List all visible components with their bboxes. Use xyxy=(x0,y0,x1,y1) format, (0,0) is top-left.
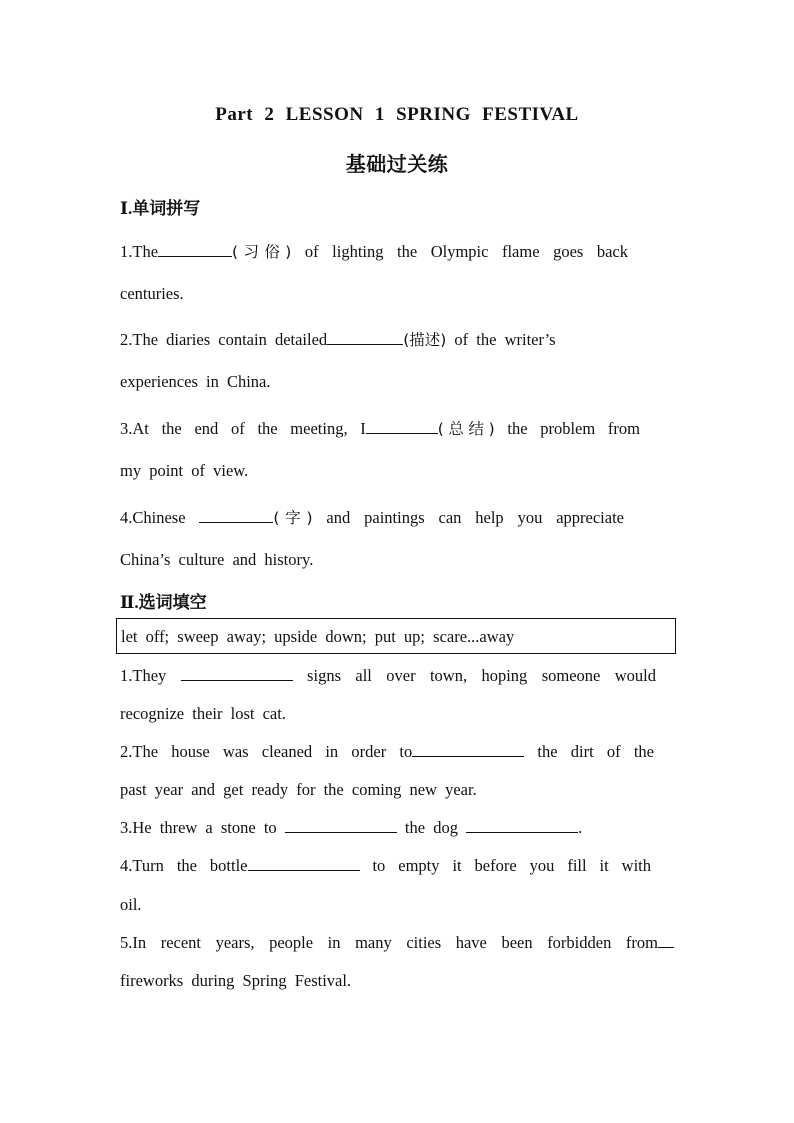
s2-question-5: 5.In recent years, people in many cities have been forbidden from xyxy=(120,933,674,953)
s1-question-2: 2.The diaries contain detailed (描述) of the writer’s xyxy=(120,330,556,349)
s1-question-4: 4.Chinese (字) and paintings can help you appreciate xyxy=(120,508,624,527)
page-title: Part 2 LESSON 1 SPRING FESTIVAL xyxy=(215,104,579,125)
answer-blank[interactable] xyxy=(248,856,360,871)
answer-blank[interactable] xyxy=(285,818,397,833)
s1-question-1-cont: centuries. xyxy=(120,284,184,303)
word-bank-text: let off; sweep away; upside down; put up; scare...away xyxy=(121,627,515,646)
answer-blank[interactable] xyxy=(181,666,293,681)
answer-blank[interactable] xyxy=(327,330,403,345)
s2-question-5-cont: fireworks during Spring Festival. xyxy=(120,971,352,990)
word-bank-box xyxy=(116,618,676,654)
section1-heading: Ⅰ.单词拼写 xyxy=(120,199,201,218)
s1-question-3: 3.At the end of the meeting, I (总结) the problem from xyxy=(120,419,641,438)
s1-question-2-cont: experiences in China. xyxy=(120,372,271,391)
answer-blank[interactable] xyxy=(158,242,232,257)
s1-question-1: 1.The (习俗) of lighting the Olympic flame goes back xyxy=(120,242,628,261)
s1-question-4-cont: China’s culture and history. xyxy=(120,550,314,569)
answer-blank[interactable] xyxy=(199,508,273,523)
answer-blank[interactable] xyxy=(658,933,674,948)
s2-question-4: 4.Turn the bottle to empty it before you fill it with xyxy=(120,856,651,875)
s2-question-3: 3.He threw a stone to the dog . xyxy=(120,818,583,837)
s2-question-4-cont: oil. xyxy=(120,895,142,914)
answer-blank[interactable] xyxy=(366,419,438,434)
page-subtitle: 基础过关练 xyxy=(345,152,449,176)
s1-question-3-cont: my point of view. xyxy=(120,461,249,480)
answer-blank[interactable] xyxy=(466,818,578,833)
s2-question-2-cont: past year and get ready for the coming new year. xyxy=(120,780,477,799)
s2-question-1-cont: recognize their lost cat. xyxy=(120,704,286,723)
s2-question-1: 1.They signs all over town, hoping someone would xyxy=(120,666,656,685)
section2-heading: Ⅱ.选词填空 xyxy=(120,593,207,612)
answer-blank[interactable] xyxy=(412,742,524,757)
s2-question-2: 2.The house was cleaned in order to the dirt of the xyxy=(120,742,654,761)
